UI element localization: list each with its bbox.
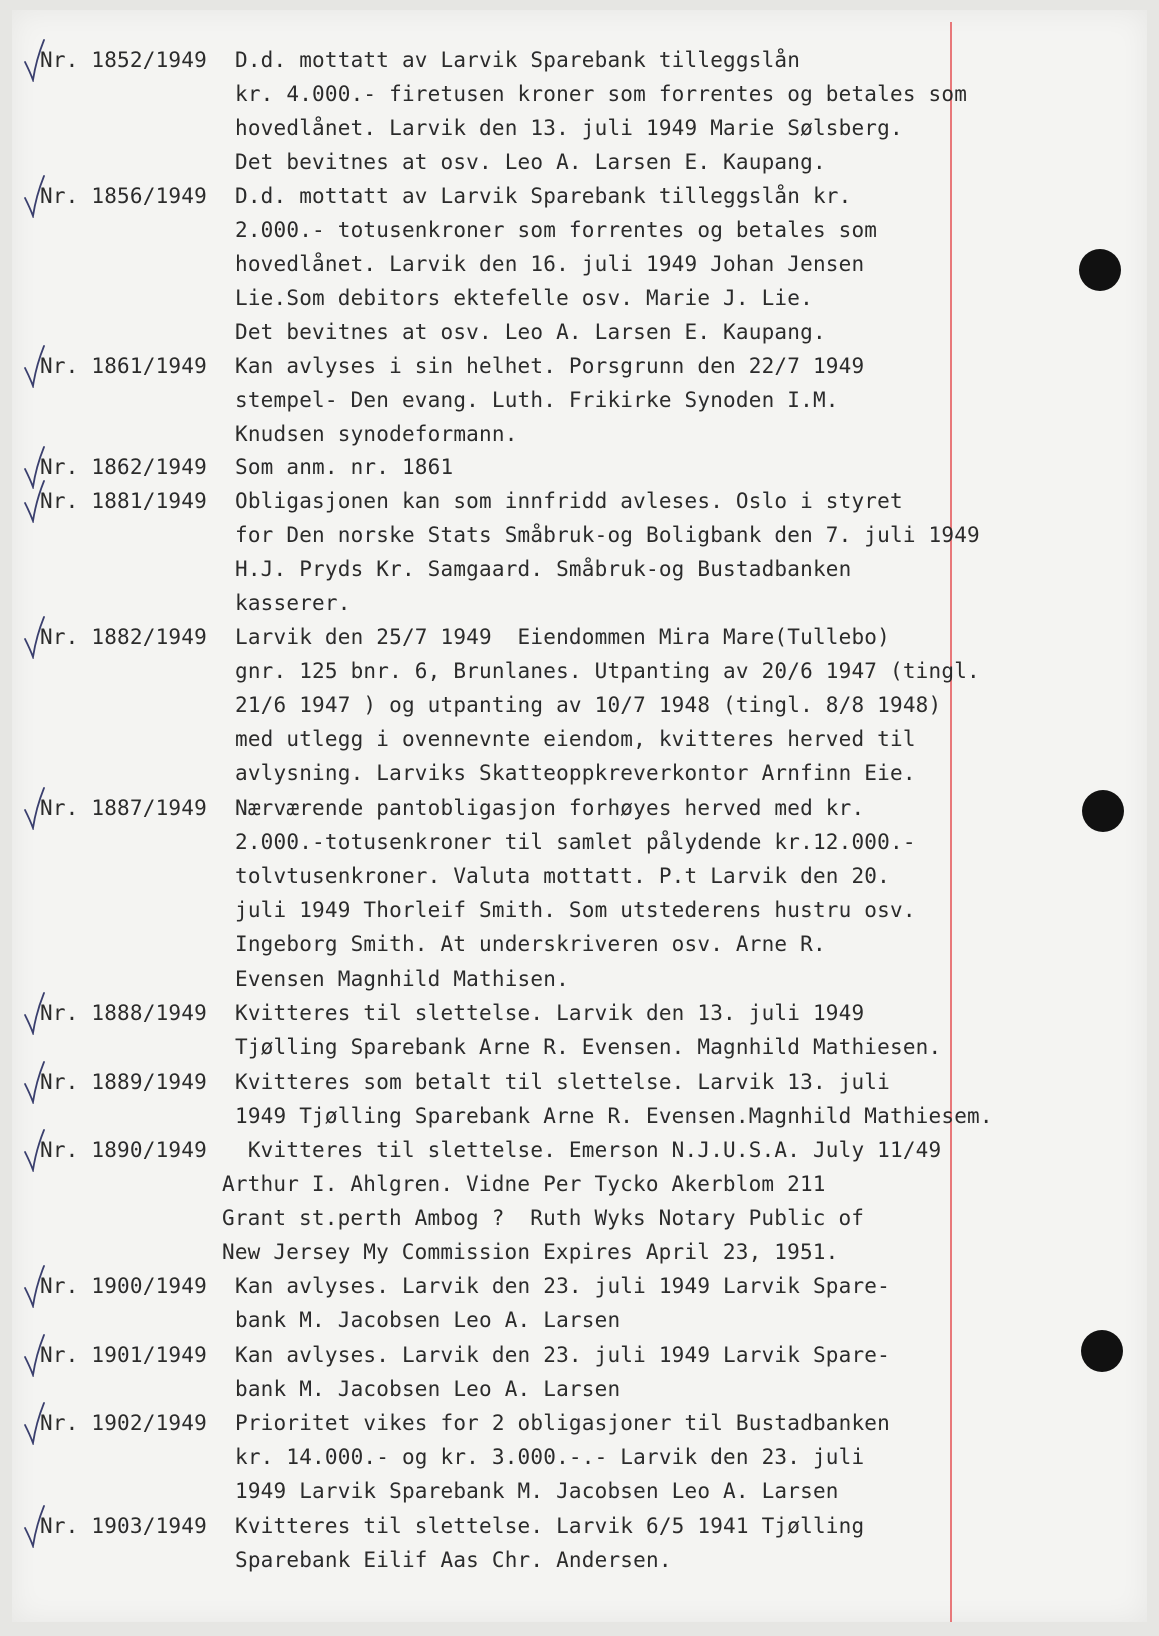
- entry-text-line: Kvitteres til slettelse. Larvik 6/5 1941 Tjølling: [235, 1514, 865, 1538]
- entry-text-line: for Den norske Stats Småbruk-og Boligbank den 7. juli 1949: [235, 523, 980, 548]
- entry-number: Nr. 1856/1949: [40, 184, 207, 208]
- entry-text-line: kasserer.: [235, 591, 351, 616]
- entry-text-line: Evensen Magnhild Mathisen.: [235, 966, 569, 991]
- entry-number: Nr. 1888/1949: [40, 1001, 207, 1025]
- entry-text-line: D.d. mottatt av Larvik Sparebank tilleggslån: [235, 48, 801, 72]
- entry-text-line: Kvitteres til slettelse. Emerson N.J.U.S.A. July 11/49: [235, 1138, 942, 1162]
- entry-text-line: avlysning. Larviks Skatteoppkreverkontor Arnfinn Eie.: [235, 761, 916, 786]
- punch-hole-icon: [1082, 790, 1124, 832]
- entry-number: Nr. 1881/1949: [40, 489, 207, 513]
- entry-text-line: juli 1949 Thorleif Smith. Som utstederens hustru osv.: [235, 898, 916, 923]
- entry-number: Nr. 1882/1949: [40, 625, 207, 649]
- entry-text-line: Prioritet vikes for 2 obligasjoner til Bustadbanken: [235, 1411, 890, 1435]
- entry-text-line: Grant st.perth Ambog ? Ruth Wyks Notary Public of: [222, 1206, 865, 1231]
- entry-text-line: tolvtusenkroner. Valuta mottatt. P.t Larvik den 20.: [235, 864, 890, 889]
- entry-text-line: Ingeborg Smith. At underskriveren osv. Arne R.: [235, 932, 826, 957]
- entry-text-line: hovedlånet. Larvik den 13. juli 1949 Marie Sølsberg.: [235, 116, 903, 141]
- entry-number: Nr. 1862/1949: [40, 455, 207, 479]
- entry-number: Nr. 1903/1949: [40, 1514, 207, 1538]
- entry-text-line: Kan avlyses. Larvik den 23. juli 1949 Larvik Spare-: [235, 1274, 890, 1298]
- entry-text-line: Larvik den 25/7 1949 Eiendommen Mira Mare(Tullebo): [235, 625, 890, 649]
- entry-text-line: Arthur I. Ahlgren. Vidne Per Tycko Akerblom 211: [222, 1172, 826, 1197]
- entry-text-line: H.J. Pryds Kr. Samgaard. Småbruk-og Bustadbanken: [235, 557, 852, 582]
- entry-text-line: Kan avlyses i sin helhet. Porsgrunn den 22/7 1949: [235, 354, 865, 378]
- entry-text-line: Det bevitnes at osv. Leo A. Larsen E. Kaupang.: [235, 320, 826, 345]
- entry-number: Nr. 1902/1949: [40, 1411, 207, 1435]
- entry-number: Nr. 1887/1949: [40, 796, 207, 820]
- entry-text-line: kr. 14.000.- og kr. 3.000.-.- Larvik den 23. juli: [235, 1445, 865, 1470]
- entry-text-line: hovedlånet. Larvik den 16. juli 1949 Johan Jensen: [235, 252, 865, 277]
- entry-text-line: Obligasjonen kan som innfridd avleses. Oslo i styret: [235, 489, 903, 513]
- entry-number: Nr. 1900/1949: [40, 1274, 207, 1298]
- entry-text-line: stempel- Den evang. Luth. Frikirke Synoden I.M.: [235, 388, 839, 413]
- entry-text-line: Knudsen synodeformann.: [235, 422, 518, 447]
- entry-number: Nr. 1901/1949: [40, 1343, 207, 1367]
- entry-text-line: Som anm. nr. 1861: [235, 455, 454, 479]
- entry-number: Nr. 1890/1949: [40, 1138, 207, 1162]
- entry-text-line: D.d. mottatt av Larvik Sparebank tilleggslån kr.: [235, 184, 852, 208]
- entry-text-line: Kan avlyses. Larvik den 23. juli 1949 Larvik Spare-: [235, 1343, 890, 1367]
- entry-text-line: Kvitteres som betalt til slettelse. Larvik 13. juli: [235, 1070, 890, 1094]
- entry-text-line: 21/6 1947 ) og utpanting av 10/7 1948 (tingl. 8/8 1948): [235, 693, 942, 718]
- entry-number: Nr. 1889/1949: [40, 1070, 207, 1094]
- entry-text-line: kr. 4.000.- firetusen kroner som forrentes og betales som: [235, 82, 968, 107]
- entry-text-line: 1949 Larvik Sparebank M. Jacobsen Leo A. Larsen: [235, 1479, 839, 1504]
- entry-text-line: Sparebank Eilif Aas Chr. Andersen.: [235, 1548, 672, 1573]
- entry-text-line: Kvitteres til slettelse. Larvik den 13. juli 1949: [235, 1001, 865, 1025]
- entry-text-line: bank M. Jacobsen Leo A. Larsen: [235, 1308, 621, 1333]
- entry-text-line: 2.000.- totusenkroner som forrentes og betales som: [235, 218, 878, 243]
- entry-number: Nr. 1852/1949: [40, 48, 207, 72]
- entry-text-line: Nærværende pantobligasjon forhøyes herved med kr.: [235, 796, 865, 820]
- entry-text-line: 2.000.-totusenkroner til samlet pålydende kr.12.000.-: [235, 830, 916, 855]
- entry-text-line: bank M. Jacobsen Leo A. Larsen: [235, 1377, 621, 1402]
- entry-text-line: New Jersey My Commission Expires April 23, 1951.: [222, 1240, 839, 1265]
- entry-text-line: Lie.Som debitors ektefelle osv. Marie J. Lie.: [235, 286, 813, 311]
- entry-text-line: 1949 Tjølling Sparebank Arne R. Evensen.Magnhild Mathiesem.: [235, 1104, 993, 1129]
- punch-hole-icon: [1081, 1330, 1123, 1372]
- margin-rule: [950, 22, 952, 1622]
- entry-text-line: Det bevitnes at osv. Leo A. Larsen E. Kaupang.: [235, 150, 826, 175]
- entry-text-line: gnr. 125 bnr. 6, Brunlanes. Utpanting av 20/6 1947 (tingl.: [235, 659, 980, 684]
- entry-number: Nr. 1861/1949: [40, 354, 207, 378]
- entry-text-line: med utlegg i ovennevnte eiendom, kvitteres herved til: [235, 727, 916, 752]
- entry-text-line: Tjølling Sparebank Arne R. Evensen. Magnhild Mathiesen.: [235, 1035, 942, 1060]
- punch-hole-icon: [1079, 249, 1121, 291]
